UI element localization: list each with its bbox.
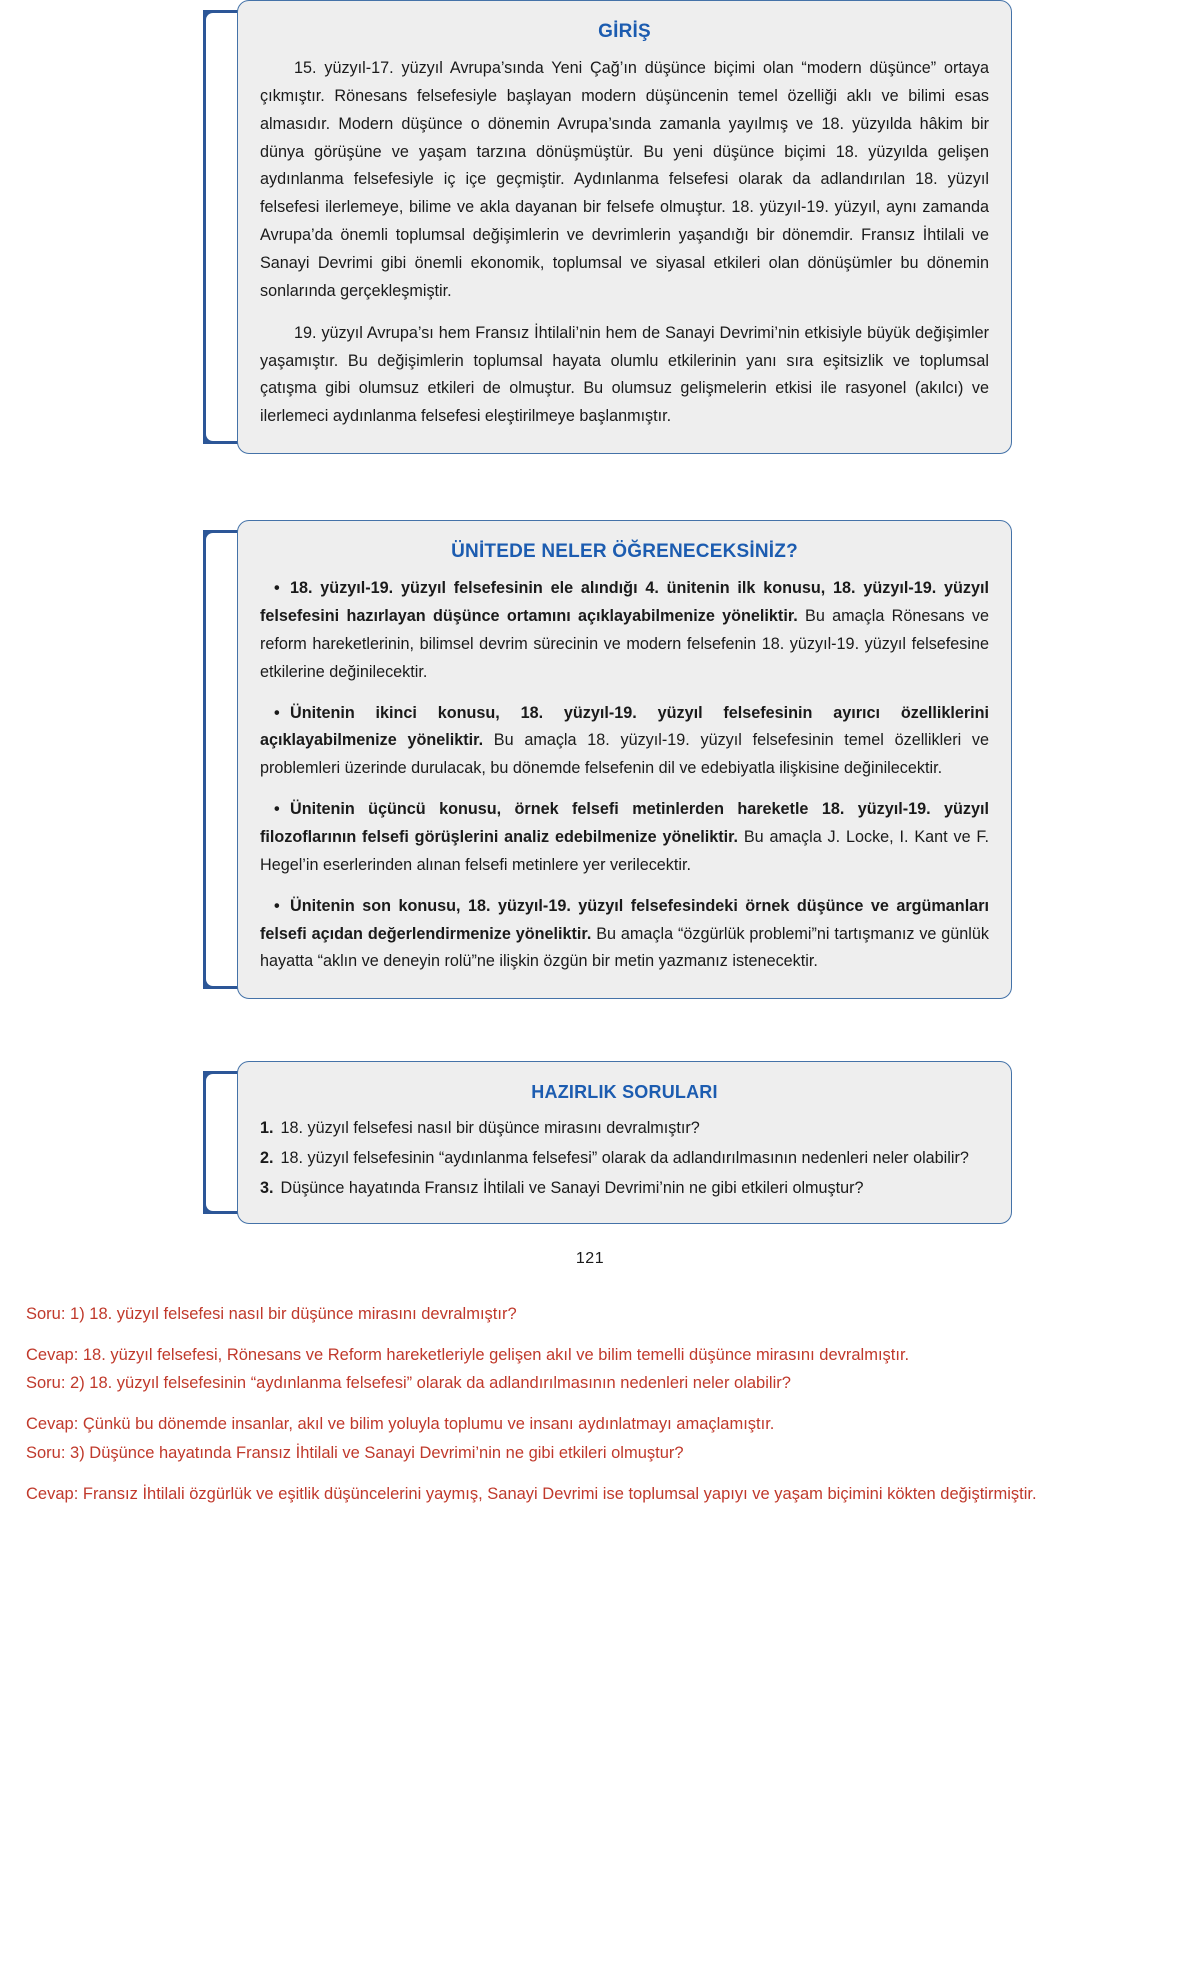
question-text: 18. yüzyıl felsefesinin “aydınlanma felsefesi” olarak da adlandırılmasının nedenleri neler olabilir? [280, 1149, 969, 1168]
bracket-vertical-line [203, 530, 206, 989]
bullet-dot-icon: • [274, 703, 280, 722]
unit-objectives-panel [90, 520, 1090, 999]
unit-objectives-box [237, 520, 1012, 999]
bullet-dot-icon: • [274, 800, 280, 819]
page-number: 121 [575, 1249, 605, 1267]
qa-transcript [0, 1302, 1180, 1507]
objective-2-bold: Ünitenin ikinci konusu, 18. yüzyıl-19. yüzyıl felsefesinin ayırıcı özelliklerini açıklayabilmenize yöneliktir. [260, 703, 989, 750]
qa-question-3: Soru: 3) Düşünce hayatında Fransız İhtilali ve Sanayi Devrimi’nin ne gibi etkileri olmuştur? [26, 1443, 684, 1462]
preparation-questions-panel [90, 1061, 1090, 1224]
preparation-question-2 [260, 1145, 989, 1173]
intro-title: GİRİŞ [598, 21, 651, 42]
preparation-questions-box [237, 1061, 1012, 1224]
spacer-2 [0, 999, 1180, 1061]
bracket-vertical-line [203, 1071, 206, 1214]
objective-3-bold: Ünitenin üçüncü konusu, örnek felsefi metinlerden hareketle 18. yüzyıl-19. yüzyıl filozoflarının felsefi görüşlerini analiz edebilmenize yöneliktir. [260, 800, 989, 847]
objective-1-rest: Bu amaçla Rönesans ve reform hareketlerinin, bilimsel devrim sürecinin ve modern felsefenin 18. yüzyıl-19. yüzyıl felsefesine etkilerine değinilecektir. [260, 607, 989, 681]
bracket-vertical-line [203, 10, 206, 444]
bracket-bottom-corner [203, 1198, 219, 1214]
intro-paragraph-1: 15. yüzyıl-17. yüzyıl Avrupa’sında Yeni Çağ’ın düşünce biçimi olan “modern düşünce” ortaya çıkmıştır. Rönesans felsefesiyle başlayan modern düşüncenin temel özelliği aklı ve bilimi esas almasıdır. Modern düşünce o dönemin Avrupa’sında zamanla yayılmış ve 18. yüzyılda hâkim bir dünya görüşüne ve yaşam tarzına dönüşmüştür. Bu yeni düşünce biçimi 18. yüzyılda gelişen aydınlanma felsefesiyle iç içe geçmiştir. Aydınlanma felsefesi olarak da adlandırılan 18. yüzyıl felsefesi ilerlemeye, bilime ve akla dayanan bir felsefe olmuştur. 18. yüzyıl-19. yüzyıl, aynı zamanda Avrupa’da önemli toplumsal değişimlerin ve devrimlerin yaşandığı bir dönemdir. Fransız İhtilali ve Sanayi Devrimi gibi önemli ekonomik, toplumsal ve siyasal etkileri olan dönüşümler bu dönemin sonlarında gerçekleşmiştir. [260, 59, 989, 300]
bracket-bottom-corner [203, 428, 219, 444]
bracket-top-corner [203, 10, 219, 26]
qa-answer-2: Cevap: Çünkü bu dönemde insanlar, akıl ve bilim yoluyla toplumu ve insanı aydınlatmayı amaçlamıştır. [26, 1415, 775, 1434]
objective-2-rest: Bu amaçla 18. yüzyıl-19. yüzyıl felsefesinin temel özellikleri ve problemleri üzerinde durulacak, bu dönemde felsefenin dil ve edebiyatla ilişkisine değinilecektir. [260, 731, 990, 778]
objective-item-4 [260, 893, 989, 977]
question-number: 1. [260, 1119, 274, 1138]
question-number: 2. [260, 1149, 274, 1168]
bracket-bottom-corner [203, 973, 219, 989]
qa-answer-3: Cevap: Fransız İhtilali özgürlük ve eşitlik düşüncelerini yaymış, Sanayi Devrimi ise toplumsal yapıyı ve yaşam biçimini kökten değiştirmiştir. [26, 1484, 1037, 1503]
intro-box [237, 0, 1012, 454]
objective-item-2 [260, 700, 989, 784]
bullet-dot-icon: • [274, 579, 280, 598]
objective-1-bold: 18. yüzyıl-19. yüzyıl felsefesinin ele alındığı 4. ünitenin ilk konusu, 18. yüzyıl-19. yüzyıl felsefesini hazırlayan düşünce ortamını açıklayabilmenize yöneliktir. [260, 579, 989, 626]
objective-4-rest: Bu amaçla “özgürlük problemi”ni tartışmanız ve günlük hayatta “aklın ve deneyin rolü”ne ilişkin özgün bir metin yazmanız istenecektir. [260, 924, 989, 971]
question-text: Düşünce hayatında Fransız İhtilali ve Sanayi Devrimi’nin ne gibi etkileri olmuştur? [280, 1179, 864, 1198]
preparation-question-3 [260, 1175, 989, 1203]
objective-3-rest: Bu amaçla J. Locke, I. Kant ve F. Hegel’in eserlerinden alınan felsefi metinlere yer verilecektir. [260, 828, 989, 874]
spacer-1 [0, 454, 1180, 520]
intro-paragraph-2: 19. yüzyıl Avrupa’sı hem Fransız İhtilali’nin hem de Sanayi Devrimi’nin etkisiyle büyük değişimler yaşamıştır. Bu değişimlerin toplumsal hayata olumlu etkilerinin yanı sıra eşitsizlik ve toplumsal çatışma gibi olumsuz etkileri de olmuştur. Bu olumsuz gelişmelerin etkisi ile rasyonel (akılcı) ve ilerlemeci aydınlanma felsefesi eleştirilmeye başlanmıştır. [260, 323, 989, 426]
qa-answer-1: Cevap: 18. yüzyıl felsefesi, Rönesans ve Reform hareketleriyle gelişen akıl ve bilim temelli düşünce mirasını devralmıştır. [26, 1345, 910, 1364]
question-number: 3. [260, 1179, 274, 1198]
qa-question-2: Soru: 2) 18. yüzyıl felsefesinin “aydınlanma felsefesi” olarak da adlandırılmasının nedenleri neler olabilir? [26, 1374, 791, 1393]
bracket-top-corner [203, 1071, 219, 1087]
preparation-questions-title: HAZIRLIK SORULARI [531, 1082, 718, 1103]
qa-question-1: Soru: 1) 18. yüzyıl felsefesi nasıl bir düşünce mirasını devralmıştır? [26, 1304, 517, 1323]
question-text: 18. yüzyıl felsefesi nasıl bir düşünce mirasını devralmıştır? [280, 1119, 700, 1138]
objective-item-3 [260, 796, 989, 880]
intro-panel [90, 0, 1090, 454]
preparation-question-1 [260, 1115, 989, 1143]
objective-4-bold: Ünitenin son konusu, 18. yüzyıl-19. yüzyıl felsefesindeki örnek düşünce ve argümanları felsefi açıdan değerlendirmenize yöneliktir. [260, 896, 989, 943]
unit-objectives-title: ÜNİTEDE NELER ÖĞRENECEKSİNİZ? [451, 541, 798, 563]
bracket-top-corner [203, 530, 219, 546]
bullet-dot-icon: • [274, 896, 280, 915]
objective-item-1 [260, 575, 989, 686]
